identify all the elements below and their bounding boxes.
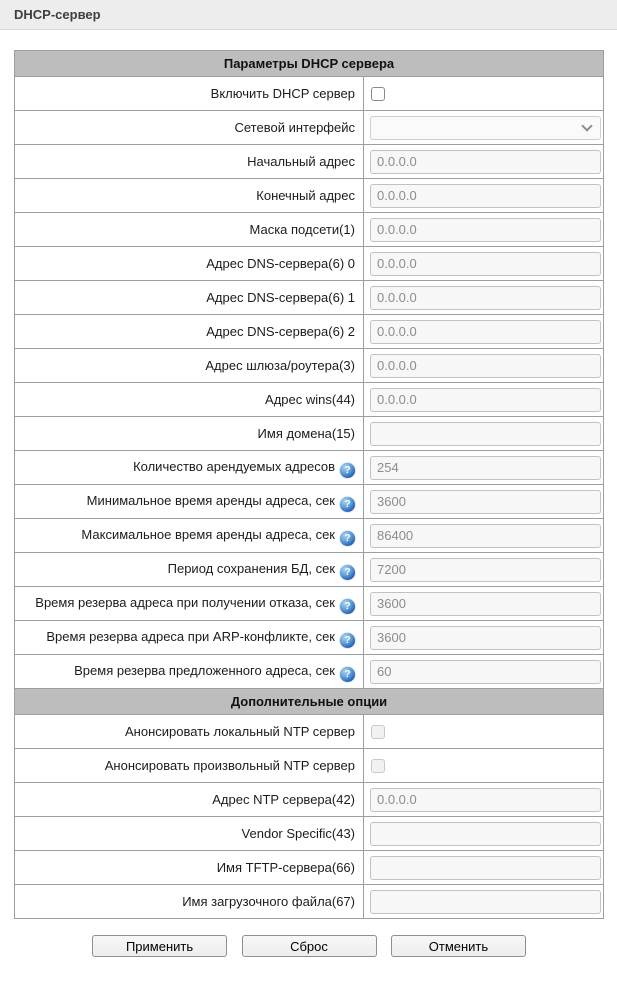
help-icon[interactable]: ? <box>340 599 355 614</box>
label-cell <box>15 383 364 417</box>
input-value: 0.0.0.0 <box>377 188 417 203</box>
input-value: 0.0.0.0 <box>377 256 417 271</box>
control-cell <box>364 417 604 451</box>
input-value: 254 <box>377 460 399 475</box>
subnet-mask-input[interactable] <box>370 218 601 242</box>
label-cell <box>15 247 364 281</box>
control-cell <box>364 783 604 817</box>
label-cell <box>15 281 364 315</box>
control-cell <box>364 885 604 919</box>
input-value: 0.0.0.0 <box>377 290 417 305</box>
label-min-lease-time: Минимальное время аренды адреса, сек <box>86 492 335 508</box>
label-domain-name: Имя домена(15) <box>257 426 355 442</box>
table-row <box>15 749 604 783</box>
label-start-address: Начальный адрес <box>247 154 355 170</box>
help-icon[interactable]: ? <box>340 463 355 478</box>
table-row <box>15 885 604 919</box>
tftp-server-name-input[interactable] <box>370 856 601 880</box>
label-cell <box>15 553 364 587</box>
table-row <box>15 851 604 885</box>
label-wins-address: Адрес wins(44) <box>265 392 355 408</box>
control-cell <box>364 213 604 247</box>
help-icon[interactable]: ? <box>340 565 355 580</box>
label-cell <box>15 851 364 885</box>
input-value: 7200 <box>377 562 406 577</box>
control-cell <box>364 817 604 851</box>
section-header: Параметры DHCP сервера <box>15 51 604 77</box>
input-value: 0.0.0.0 <box>377 358 417 373</box>
label-dns-server-0: Адрес DNS-сервера(6) 0 <box>206 256 355 272</box>
label-cell <box>15 485 364 519</box>
help-icon[interactable]: ? <box>340 497 355 512</box>
label-cell <box>15 783 364 817</box>
table-row <box>15 179 604 213</box>
decline-reserve-time-input[interactable] <box>370 592 601 616</box>
label-enable-dhcp-server: Включить DHCP сервер <box>210 86 355 102</box>
input-value: 3600 <box>377 630 406 645</box>
control-cell <box>364 749 604 783</box>
boot-file-name-input[interactable] <box>370 890 601 914</box>
label-ntp-server-address: Адрес NTP сервера(42) <box>212 792 355 808</box>
table-row <box>15 519 604 553</box>
table-row <box>15 715 604 749</box>
control-cell <box>364 383 604 417</box>
wins-address-input[interactable] <box>370 388 601 412</box>
label-lease-count: Количество арендуемых адресов <box>133 458 335 474</box>
label-cell <box>15 145 364 179</box>
label-cell <box>15 349 364 383</box>
input-value: 60 <box>377 664 392 679</box>
control-cell <box>364 519 604 553</box>
table-row <box>15 383 604 417</box>
network-interface-select[interactable] <box>370 116 601 140</box>
label-announce-local-ntp: Анонсировать локальный NTP сервер <box>124 724 355 740</box>
help-icon[interactable]: ? <box>340 633 355 648</box>
table-row <box>15 621 604 655</box>
table-row <box>15 417 604 451</box>
dhcp-form-table <box>14 50 604 919</box>
input-value: 0.0.0.0 <box>377 392 417 407</box>
table-row <box>15 281 604 315</box>
label-subnet-mask: Маска подсети(1) <box>249 222 355 238</box>
reset-button[interactable]: Сброс <box>242 935 377 957</box>
table-row <box>15 213 604 247</box>
label-cell <box>15 817 364 851</box>
label-cell <box>15 315 364 349</box>
label-announce-custom-ntp: Анонсировать произвольный NTP сервер <box>104 758 355 774</box>
section-header: Дополнительные опции <box>15 689 604 715</box>
label-cell <box>15 179 364 213</box>
dns-server-2-input[interactable] <box>370 320 601 344</box>
input-value: 0.0.0.0 <box>377 324 417 339</box>
input-value: 0.0.0.0 <box>377 792 417 807</box>
label-cell <box>15 77 364 111</box>
label-cell <box>15 519 364 553</box>
control-cell <box>364 851 604 885</box>
table-row <box>15 817 604 851</box>
table-row <box>15 315 604 349</box>
dns-server-0-input[interactable] <box>370 252 601 276</box>
label-cell <box>15 715 364 749</box>
form-buttons <box>14 935 604 957</box>
table-row <box>15 485 604 519</box>
control-cell <box>364 655 604 689</box>
announce-custom-ntp-checkbox[interactable] <box>371 759 385 773</box>
end-address-input[interactable] <box>370 184 601 208</box>
control-cell <box>364 247 604 281</box>
table-row <box>15 111 604 145</box>
db-save-period-input[interactable] <box>370 558 601 582</box>
control-cell <box>364 349 604 383</box>
input-value: 3600 <box>377 494 406 509</box>
announce-local-ntp-checkbox[interactable] <box>371 725 385 739</box>
apply-button[interactable]: Применить <box>92 935 227 957</box>
control-cell <box>364 145 604 179</box>
control-cell <box>364 281 604 315</box>
control-cell <box>364 485 604 519</box>
help-icon[interactable]: ? <box>340 531 355 546</box>
table-row <box>15 349 604 383</box>
domain-name-input[interactable] <box>370 422 601 446</box>
label-network-interface: Сетевой интерфейс <box>234 120 355 136</box>
label-gateway-address: Адрес шлюза/роутера(3) <box>205 358 355 374</box>
table-row <box>15 145 604 179</box>
start-address-input[interactable] <box>370 150 601 174</box>
label-cell <box>15 451 364 485</box>
table-row <box>15 247 604 281</box>
label-decline-reserve-time: Время резерва адреса при получении отказа, сек <box>35 594 335 610</box>
lease-count-input[interactable] <box>370 456 601 480</box>
control-cell <box>364 111 604 145</box>
arp-conflict-reserve-time-input[interactable] <box>370 626 601 650</box>
offered-reserve-time-input[interactable] <box>370 660 601 684</box>
table-row <box>15 655 604 689</box>
label-db-save-period: Период сохранения БД, сек <box>167 560 335 576</box>
input-value: 0.0.0.0 <box>377 222 417 237</box>
section-header-row <box>15 51 604 77</box>
label-arp-conflict-reserve-time: Время резерва адреса при ARP-конфликте, сек <box>46 628 335 644</box>
dns-server-1-input[interactable] <box>370 286 601 310</box>
control-cell <box>364 315 604 349</box>
label-cell <box>15 417 364 451</box>
page-header <box>0 0 617 30</box>
label-cell <box>15 655 364 689</box>
vendor-specific-input[interactable] <box>370 822 601 846</box>
control-cell <box>364 621 604 655</box>
label-cell <box>15 621 364 655</box>
enable-dhcp-server-checkbox[interactable] <box>371 87 385 101</box>
min-lease-time-input[interactable] <box>370 490 601 514</box>
control-cell <box>364 587 604 621</box>
control-cell <box>364 77 604 111</box>
input-value: 3600 <box>377 596 406 611</box>
label-cell <box>15 885 364 919</box>
section-header-row <box>15 689 604 715</box>
input-value: 86400 <box>377 528 414 543</box>
ntp-server-address-input[interactable] <box>370 788 601 812</box>
control-cell <box>364 451 604 485</box>
control-cell <box>364 179 604 213</box>
label-boot-file-name: Имя загрузочного файла(67) <box>182 894 355 910</box>
label-offered-reserve-time: Время резерва предложенного адреса, сек <box>74 662 335 678</box>
help-icon[interactable]: ? <box>340 667 355 682</box>
table-row <box>15 451 604 485</box>
chevron-down-icon <box>581 120 592 131</box>
table-row <box>15 553 604 587</box>
label-end-address: Конечный адрес <box>256 188 355 204</box>
label-dns-server-1: Адрес DNS-сервера(6) 1 <box>206 290 355 306</box>
label-cell <box>15 587 364 621</box>
control-cell <box>364 715 604 749</box>
control-cell <box>364 553 604 587</box>
cancel-button[interactable]: Отменить <box>391 935 526 957</box>
input-value: 0.0.0.0 <box>377 154 417 169</box>
table-row <box>15 783 604 817</box>
table-row <box>15 77 604 111</box>
label-vendor-specific: Vendor Specific(43) <box>241 826 355 842</box>
label-cell <box>15 749 364 783</box>
label-tftp-server-name: Имя TFTP-сервера(66) <box>216 860 355 876</box>
label-cell <box>15 111 364 145</box>
label-max-lease-time: Максимальное время аренды адреса, сек <box>81 526 335 542</box>
label-cell <box>15 213 364 247</box>
label-dns-server-2: Адрес DNS-сервера(6) 2 <box>206 324 355 340</box>
max-lease-time-input[interactable] <box>370 524 601 548</box>
gateway-address-input[interactable] <box>370 354 601 378</box>
main-content <box>0 30 617 957</box>
table-row <box>15 587 604 621</box>
page-title: DHCP-сервер <box>14 7 101 22</box>
